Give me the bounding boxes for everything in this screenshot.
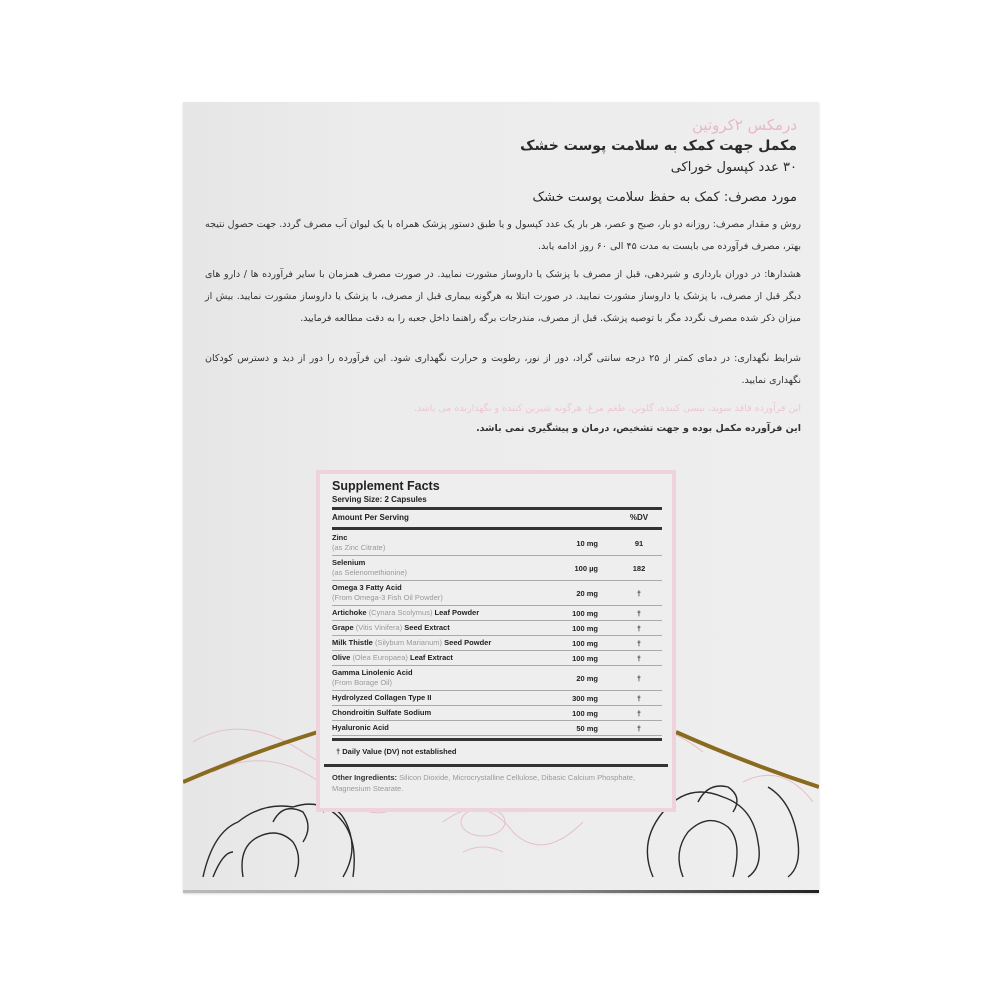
other-ingredients-value: Silicon Dioxide, Microcrystalline Cellulose, Dibasic Calcium Phosphate, Magnesium Stearate. [332,773,636,793]
facts-row [332,721,662,736]
nutrient-label: Grape [332,623,354,632]
nutrient-name [332,621,538,635]
nutrient-dv: † [636,623,642,633]
facts-row [332,666,662,691]
nutrient-amount: 50 mg [576,723,598,733]
nutrient-dv: † [636,653,642,663]
warnings-text: هشدارها: در دوران بارداری و شیردهی، قبل از مصرف با پزشک یا داروساز مشورت نمایید. در صورت مصرف همزمان با سایر فرآورده ها / دارو های دیگر قبل از مصرف، با پزشک یا داروساز مشورت نمایید. در صورت ابتلا به هرگونه بیماری قبل از مصرف، با پزشک یا داروساز مشورت نمایید. بیش از میزان ذکر شده مصرف نگردد مگر با توصیه پزشک. قبل از مصرف، مندرجات برگه راهنما داخل جعبه را به دقت مطالعه فرمایید. [205,269,801,324]
nutrient-amount: 300 mg [572,693,598,703]
nutrient-dv: † [636,673,642,683]
divider [332,527,662,530]
serving-size: Serving Size: 2 Capsules [332,495,427,504]
nutrient-source: (as Zinc Citrate) [332,543,386,552]
nutrient-amount: 100 mg [572,653,598,663]
nutrient-label: Omega 3 Fatty Acid [332,583,402,592]
nutrient-name [332,706,538,720]
facts-row [332,581,662,606]
amount-per-serving-header: Amount Per Serving [332,513,409,522]
divider [332,507,662,510]
facts-header-row [332,511,662,525]
supplement-facts-panel [316,470,676,812]
nutrient-dv: † [636,588,642,598]
supplement-facts-title: Supplement Facts [332,479,440,493]
box-edge-shadow [183,890,819,893]
facts-row [332,691,662,706]
nutrient-name [332,666,538,690]
nutrient-amount: 100 mg [572,638,598,648]
nutrient-source: (From Omega-3 Fish Oil Powder) [332,593,443,602]
nutrient-dv: † [636,693,642,703]
facts-row [332,606,662,621]
facts-row [332,636,662,651]
nutrient-name [332,581,538,605]
nutrient-latin-name: (Silybum Marianum) [374,638,443,647]
divider [332,738,662,741]
divider [324,764,668,767]
nutrient-label: Gamma Linolenic Acid [332,668,413,677]
nutrient-amount: 100 mg [572,608,598,618]
facts-row [332,556,662,581]
dv-header: %DV [629,513,649,522]
nutrient-name [332,556,538,580]
nutrient-name [332,531,538,555]
nutrient-part: Leaf Powder [434,608,480,617]
nutrient-name [332,606,538,620]
facts-row [332,706,662,721]
nutrient-part: Seed Powder [444,638,492,647]
nutrient-amount: 20 mg [576,673,598,683]
product-title: مکمل جهت کمک به سلامت پوست خشک [520,138,797,154]
nutrient-dv: † [636,723,642,733]
facts-rows [332,531,662,736]
facts-row [332,651,662,666]
nutrient-part: Leaf Extract [409,653,453,662]
nutrient-amount: 10 mg [576,538,598,548]
other-ingredients-label: Other Ingredients: [332,773,398,782]
facts-row [332,621,662,636]
nutrient-dv: † [636,708,642,718]
nutrient-latin-name: (Cynara Scolymus) [368,608,433,617]
nutrient-dv: 91 [634,538,644,548]
product-count: ۳۰ عدد کپسول خوراکی [670,160,797,175]
facts-row [332,531,662,556]
nutrient-amount: 100 µg [574,563,598,573]
dosage-text: روش و مقدار مصرف: روزانه دو بار، صبح و عصر، هر بار یک عدد کپسول و یا طبق دستور پزشک همراه با یک لیوان آب مصرف گردد. جهت حصول نتیجه بهتر، مصرف فرآورده می بایست به مدت ۴۵ الی ۶۰ روز ادامه یابد. [205,219,801,252]
nutrient-amount: 20 mg [576,588,598,598]
nutrient-name [332,691,538,705]
nutrient-dv: † [636,608,642,618]
nutrient-label: Milk Thistle [332,638,373,647]
nutrient-amount: 100 mg [572,708,598,718]
nutrient-latin-name: (Olea Europaea) [352,653,408,662]
nutrient-part: Seed Extract [404,623,450,632]
nutrient-label: Zinc [332,533,348,542]
nutrient-name [332,636,538,650]
nutrient-label: Artichoke [332,608,367,617]
dv-footnote: † Daily Value (DV) not established [336,747,457,756]
nutrient-label: Olive [332,653,351,662]
nutrient-source: (as Selenomethionine) [332,568,408,577]
nutrient-label: Hyaluronic Acid [332,723,389,732]
nutrient-label: Selenium [332,558,366,567]
nutrient-label: Chondroitin Sulfate Sodium [332,708,432,717]
nutrient-name [332,721,538,735]
nutrient-latin-name: (Vitis Vinifera) [355,623,403,632]
nutrient-source: (From Borage Oil) [332,678,393,687]
nutrient-label: Hydrolyzed Collagen Type II [332,693,432,702]
other-ingredients [332,768,662,794]
brand-name: درمکس ۲کروتین [692,116,797,134]
usage-heading: مورد مصرف: کمک به حفظ سلامت پوست خشک [532,190,797,205]
storage-text: شرایط نگهداری: در دمای کمتر از ۲۵ درجه سانتی گراد، دور از نور، رطوبت و حرارت نگهداری شود. این فرآورده را دور از دید و دسترس کودکان نگهداری نمایید. [205,353,801,386]
product-box-back [183,102,819,893]
nutrient-dv: † [636,638,642,648]
nutrient-dv: 182 [632,563,646,573]
disclaimer-text: این فرآورده مکمل بوده و جهت تشخیص، درمان و پیشگیری نمی باشد. [476,423,801,434]
nutrient-name [332,651,538,665]
nutrient-amount: 100 mg [572,623,598,633]
faded-note: این فرآورده فاقد سوید، نیسی کننده، گلوتن، طعم مرغ، هرگونه شیرین کننده و نگهدارنده می باشد. [413,403,801,414]
